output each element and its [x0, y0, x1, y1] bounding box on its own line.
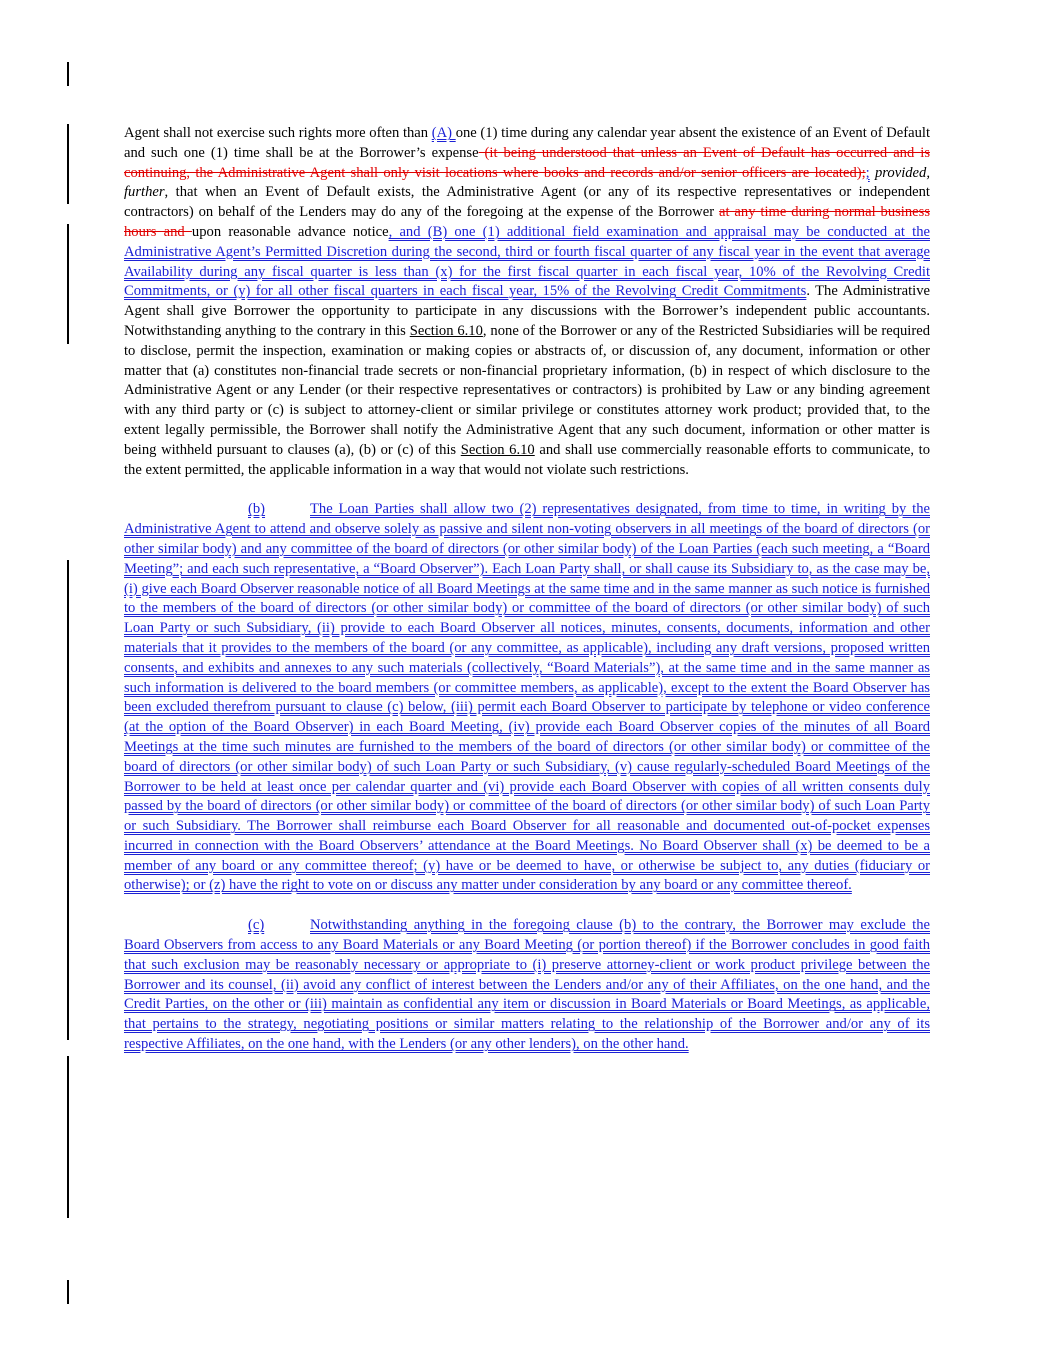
deleted-text: (it being understood that unless an Event of Default has occurred and is continuing, the Administrative Agent shall only visit locations where books and records and/or senior officers are located); — [124, 144, 930, 181]
text-run: upon reasonable advance notice — [191, 223, 389, 240]
change-bar — [67, 224, 69, 344]
deleted-text: at any time during normal business hours and — [124, 204, 930, 240]
change-bar — [67, 62, 69, 86]
clause-label: (b) — [248, 501, 266, 518]
document-page — [124, 124, 930, 1055]
change-bar — [67, 124, 69, 204]
inserted-text: , and (B) one (1) additional field examination and appraisal may be conducted at the Administrative Agent’s Permitted Discretion during the second, third or fourth fiscal quarter of any fiscal year in the event that average Availability during any fiscal quarter is less than (x) for the first fiscal quarter in each fiscal year, 10% of the Revolving Credit Commitments, or (y) for all other fiscal quarters in each fiscal year, 15% of the Revolving Credit Commitments — [124, 223, 930, 300]
clause-label: (c) — [248, 917, 265, 934]
text-run: Agent shall not exercise such rights more often than — [124, 125, 432, 141]
text-run: , none of the Borrower or any of the Restricted Subsidiaries will be required to disclose, permit the inspection, examination or making copies or abstracts of, or discussion of, any document, information or other matter that (a) constitutes non-financial trade secrets or non-financial proprietary information, (b) in respect of which disclosure to the Administrative Agent or any Lender (or their respective representatives or contractors) is prohibited by Law or any binding agreement with any third party or (c) is subject to attorney-client or similar privilege or constitutes attorney work product; provided that, to the extent legally permissible, the Borrower shall notify the Administrative Agent that any such document, information or other matter is being withheld pursuant to clauses (a), (b) or (c) of this — [124, 322, 930, 458]
section-reference: Section 6.10 — [409, 322, 483, 339]
change-bar — [67, 1280, 69, 1304]
italic-text: provided, further — [124, 164, 930, 201]
inserted-text: (A) — [431, 125, 456, 141]
text-run: one (1) time during any calendar year absent the existence of an Event of Default and such one (1) time shall be at the Borrower’s expense — [124, 125, 930, 161]
paragraph-c — [124, 916, 930, 1055]
paragraph-b — [124, 500, 930, 896]
section-reference: Section 6.10 — [460, 441, 535, 458]
change-bar — [67, 1056, 69, 1218]
paragraph-a — [124, 124, 930, 480]
clause-text: Notwithstanding anything in the foregoing clause (b) to the contrary, the Borrower may exclude the Board Observers from access to any Board Materials or any Board Meeting (or portion thereof) if the Borrower concludes in good faith that such exclusion may be reasonably necessary or appropriate to (i) preserve attorney-client or work product privilege between the Borrower and its counsel, (ii) avoid any conflict of interest between the Lenders and/or any of their Affiliates, on the one hand, and the Credit Parties, on the other or (iii) maintain as confidential any item or discussion in Board Materials or Board Meetings, as applicable, that pertains to the strategy, negotiating positions or similar matters relating to the relationship of the Borrower and/or any of its respective Affiliates, on the one hand, with the Lenders (or any other lenders), on the other hand. — [124, 917, 930, 1053]
clause-text: The Loan Parties shall allow two (2) representatives designated, from time to time, in writing by the Administrative Agent to attend and observe solely as passive and silent non-voting observers in all meetings of the board of directors (or other similar body) and any committee of the board of directors (or other similar body) of the Loan Parties (each such meeting, a “Board Meeting”; and each such representative, a “Board Observer”). Each Loan Party shall, or shall cause its Subsidiary to, as the case may be, (i) give each Board Observer reasonable notice of all Board Meetings at the same time and in the same manner as such notice is furnished to the members of the board of directors (or other similar body) or committee of the board of directors (or other similar body) of such Loan Party or such Subsidiary, (ii) provide to each Board Observer all notices, minutes, consents, documents, information and other materials that it provides to the members of the board (or any committee, as applicable), including any draft versions, proposed written consents, and exhibits and annexes to any such materials (collectively, “Board Materials”), at the same time and in the same manner as such information is delivered to the board members (or committee members, as applicable), except to the extent the Board Observer has been excluded therefrom pursuant to clause (c) below, (iii) permit each Board Observer to participate by telephone or video conference (at the option of the Board Observer) in each Board Meeting, (iv) provide each Board Observer copies of the minutes of all Board Meetings at the time such minutes are furnished to the members of the board of directors (or other similar body) or committee of the board of directors (or other similar body) of such Loan Party or such Subsidiary, (v) cause regularly-scheduled Board Meetings of the Borrower to be held at least once per calendar quarter and (vi) provide each Board Observer with copies of all written consents duly passed by the board of directors (or other similar body) or committee of the board of directors (or other similar body) of such Loan Party or such Subsidiary. The Borrower shall reimburse each Board Observer for all reasonable and documented out-of-pocket expenses incurred in connection with the Board Observers’ attendance at the Board Meetings. No Board Observer shall (x) be deemed to be a member of any board or any committee thereof; (y) have or be deemed to have, or otherwise be subject to, any duties (fiduciary or otherwise); or (z) have the right to vote on or discuss any matter under consideration by any board or any committee thereof. — [124, 501, 930, 894]
text-run: and shall use commercially reasonable efforts to communicate, to the extent permitted, the applicable information in a way that would not violate such restrictions. — [124, 441, 931, 478]
inserted-text: ; — [865, 164, 870, 181]
text-run: , that when an Event of Default exists, the Administrative Agent (or any of its respective representatives or independent contractors) on behalf of the Lenders may do any of the foregoing at the expense of the Borrower — [124, 184, 930, 221]
change-bar — [67, 560, 69, 1040]
text-run: . The Administrative Agent shall give Borrower the opportunity to participate in any discussions with the Borrower’s independent public accountants. Notwithstanding anything to the contrary in this — [124, 283, 930, 339]
